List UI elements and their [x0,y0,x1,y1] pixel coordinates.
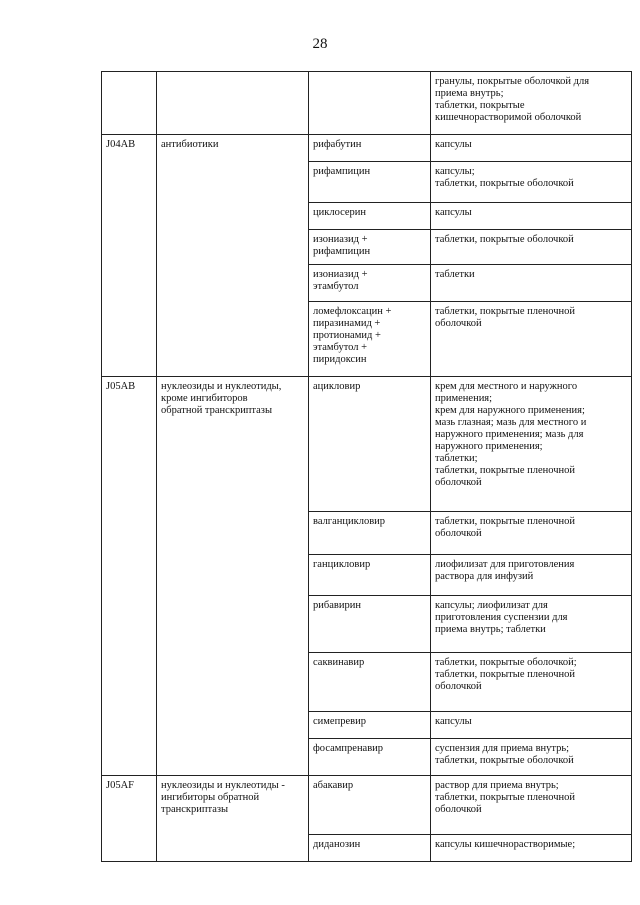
dosage-form-cell: капсулы; таблетки, покрытые оболочкой [431,162,632,203]
dosage-form-cell: таблетки, покрытые пленочной оболочкой [431,512,632,555]
dosage-form-cell: таблетки, покрытые пленочной оболочкой [431,302,632,377]
drug-name-cell: циклосерин [309,203,431,230]
drug-name-cell: ацикловир [309,377,431,512]
drug-name-cell: диданозин [309,835,431,862]
dosage-form-cell: раствор для приема внутрь; таблетки, покрытые пленочной оболочкой [431,776,632,835]
atc-code-cell: J05AF [102,776,157,862]
atc-code-cell: J04AB [102,135,157,377]
table-row [102,135,632,162]
drug-name-cell: изониазид + рифампицин [309,230,431,265]
dosage-form-cell: гранулы, покрытые оболочкой для приема внутрь; таблетки, покрытые кишечнорастворимой оболочкой [431,72,632,135]
group-cell: нуклеозиды и нуклеотиды - ингибиторы обратной транскриптазы [157,776,309,862]
group-cell: нуклеозиды и нуклеотиды, кроме ингибиторов обратной транскриптазы [157,377,309,776]
drug-name-cell: симепревир [309,712,431,739]
drug-name-cell: рибавирин [309,596,431,653]
drug-name-cell: рифампицин [309,162,431,203]
dosage-form-cell: таблетки, покрытые оболочкой; таблетки, покрытые пленочной оболочкой [431,653,632,712]
group-cell [157,72,309,135]
drug-name-cell: саквинавир [309,653,431,712]
dosage-form-cell: капсулы [431,712,632,739]
atc-code-cell: J05AB [102,377,157,776]
drug-name-cell: ломефлоксацин + пиразинамид + протионамид + этамбутол + пиридоксин [309,302,431,377]
group-cell: антибиотики [157,135,309,377]
drug-name-cell: валганцикловир [309,512,431,555]
dosage-form-cell: капсулы; лиофилизат для приготовления суспензии для приема внутрь; таблетки [431,596,632,653]
dosage-form-cell: суспензия для приема внутрь; таблетки, покрытые оболочкой [431,739,632,776]
drug-name-cell: фосампренавир [309,739,431,776]
dosage-form-cell: капсулы кишечнорастворимые; [431,835,632,862]
dosage-form-cell: лиофилизат для приготовления раствора для инфузий [431,555,632,596]
drug-name-cell: ганцикловир [309,555,431,596]
dosage-form-cell: капсулы [431,135,632,162]
drug-name-cell: изониазид + этамбутол [309,265,431,302]
table-row [102,72,632,135]
table-row [102,776,632,835]
medication-table [101,71,632,862]
table-row [102,377,632,512]
drug-name-cell: абакавир [309,776,431,835]
atc-code-cell [102,72,157,135]
drug-name-cell: рифабутин [309,135,431,162]
dosage-form-cell: крем для местного и наружного применения; крем для наружного применения; мазь глазная; мазь для местного и наружного применения; мазь для наружного применения; таблетки; таблетки, покрытые пленочной оболочкой [431,377,632,512]
page-number: 28 [312,36,328,52]
dosage-form-cell: таблетки, покрытые оболочкой [431,230,632,265]
drug-name-cell [309,72,431,135]
dosage-form-cell: капсулы [431,203,632,230]
dosage-form-cell: таблетки [431,265,632,302]
